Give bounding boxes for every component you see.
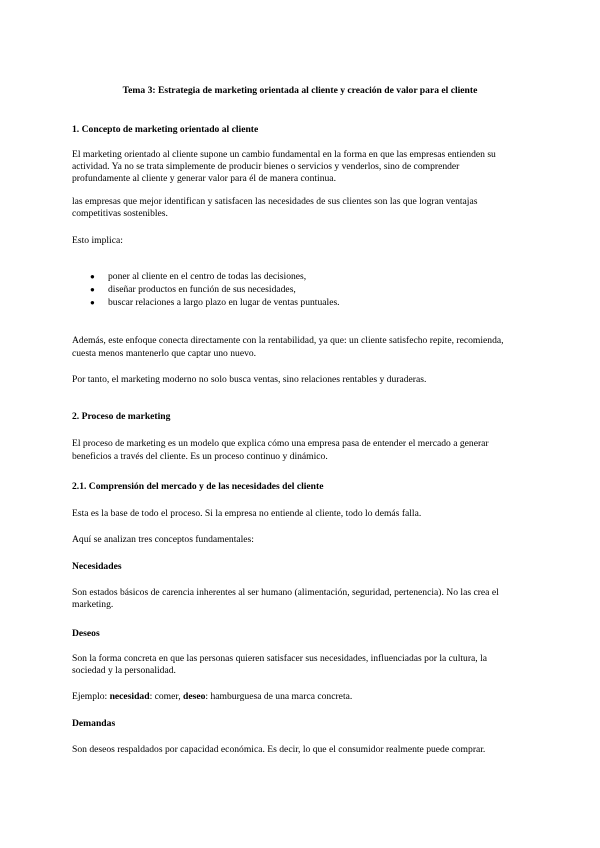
bullet-item: poner al cliente en el centro de todas las decisiones, — [108, 271, 307, 282]
necesidades-text-line-1: Son estados básicos de carencia inherentes al ser humano (alimentación, seguridad, pertenencia). No las crea el — [72, 587, 499, 598]
s1-paragraph-4-line-2: cuesta menos mantenerlo que captar uno nuevo. — [72, 348, 257, 359]
s1-paragraph-1-line-3: profundamente al cliente y generar valor para él de manera continua. — [72, 173, 336, 184]
section-1-heading: 1. Concepto de marketing orientado al cliente — [72, 124, 259, 135]
s1-paragraph-2-line-1: las empresas que mejor identifican y satisfacen las necesidades de sus clientes son las que logran ventajas — [72, 196, 478, 207]
s1-paragraph-1-line-2: actividad. Ya no se trata simplemente de producir bienes o servicios y venderlos, sino de comprender — [72, 161, 460, 172]
s2-paragraph-1-line-2: beneficios a través del cliente. Es un proceso continuo y dinámico. — [72, 451, 328, 462]
necesidades-text-line-2: marketing. — [72, 599, 114, 610]
s1-paragraph-4-line-1: Además, este enfoque conecta directamente con la rentabilidad, ya que: un cliente satisfecho repite, recomienda, — [72, 335, 504, 346]
deseos-example — [72, 690, 352, 703]
deseos-heading: Deseos — [72, 628, 100, 639]
example-key-deseo: deseo — [183, 691, 206, 702]
bullet-icon: ● — [90, 285, 95, 294]
deseos-text-line-1: Son la forma concreta en que las personas quieren satisfacer sus necesidades, influenciadas por la cultura, la — [72, 653, 488, 664]
s1-paragraph-2-line-2: competitivas sostenibles. — [72, 208, 168, 219]
demandas-heading: Demandas — [72, 718, 116, 729]
example-value-necesidad: : comer, — [149, 691, 184, 702]
s1-paragraph-3: Esto implica: — [72, 235, 123, 246]
s1-paragraph-1-line-1: El marketing orientado al cliente supone un cambio fundamental en la forma en que las empresas entienden su — [72, 149, 496, 160]
example-value-deseo: : hamburguesa de una marca concreta. — [205, 691, 353, 702]
bullet-item: buscar relaciones a largo plazo en lugar de ventas puntuales. — [108, 297, 340, 308]
bullet-icon: ● — [90, 298, 95, 307]
s21-paragraph-1: Esta es la base de todo el proceso. Si la empresa no entiende al cliente, todo lo demás falla. — [72, 508, 422, 519]
example-prefix: Ejemplo: — [72, 691, 110, 702]
section-2-1-heading: 2.1. Comprensión del mercado y de las necesidades del cliente — [72, 481, 324, 492]
s1-paragraph-5: Por tanto, el marketing moderno no solo busca ventas, sino relaciones rentables y duraderas. — [72, 374, 427, 385]
example-key-necesidad: necesidad — [109, 691, 150, 702]
bullet-icon: ● — [90, 272, 95, 281]
bullet-item: diseñar productos en función de sus necesidades, — [108, 284, 296, 295]
necesidades-heading: Necesidades — [72, 561, 122, 572]
document-title: Tema 3: Estrategia de marketing orientada al cliente y creación de valor para el cliente — [122, 85, 478, 96]
section-2-heading: 2. Proceso de marketing — [72, 411, 171, 422]
s2-paragraph-1-line-1: El proceso de marketing es un modelo que explica cómo una empresa pasa de entender el mercado a generar — [72, 438, 489, 449]
deseos-text-line-2: sociedad y la personalidad. — [72, 665, 176, 676]
s21-paragraph-2: Aquí se analizan tres conceptos fundamentales: — [72, 534, 254, 545]
demandas-text: Son deseos respaldados por capacidad económica. Es decir, lo que el consumidor realmente puede comprar. — [72, 744, 486, 755]
